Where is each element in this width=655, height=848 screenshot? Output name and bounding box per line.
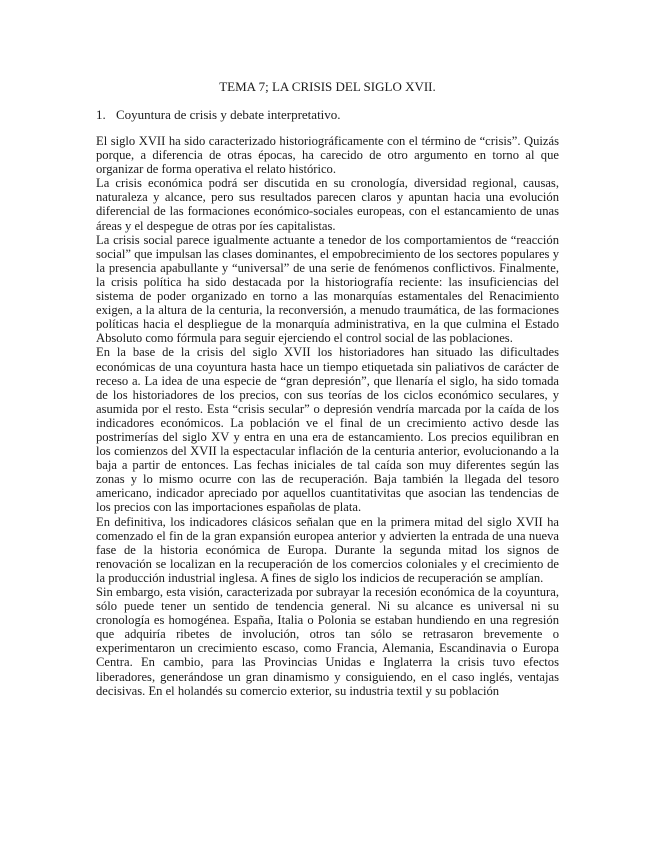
- paragraph: La crisis social parece igualmente actuante a tenedor de los comportamientos de “reacción social” que impulsan las clases dominantes, el empobrecimiento de los sectores populares y la presencia apabullante y “universal” de una serie de fenómenos conflictivos. Finalmente, la crisis política ha sido destacada por la historiografía reciente: las insuficiencias del sistema de poder organizado en torno a las monarquías estamentales del Renacimiento exigen, a la altura de la centuria, la reconversión, a menudo traumática, de las formaciones políticas hacia el despliegue de la monarquía administrativa, en la que culmina el Estado Absoluto como fórmula para seguir ejerciendo el control social de las poblaciones.: [96, 232, 559, 346]
- paragraph: En la base de la crisis del siglo XVII los historiadores han situado las dificultades económicas de una coyuntura hasta hace un tiempo etiquetada sin paliativos de carácter de receso a. La idea de una especie de “gran depresión”, que llenaría el siglo, ha sido tomada de los historiadores de los precios, con sus teorías de los ciclos económico seculares, y asumida por el resto. Esta “crisis secular” o depresión vendría marcada por la caída de los indicadores económicos. La población ve el final de un crecimiento activo desde las postrimerías del siglo XV y entra en una era de estancamiento. Los precios equilibran en los comienzos del XVII la espectacular inflación de la centuria anterior, evolucionando a la baja a partir de entonces. Las fechas iniciales de tal caída son muy diferentes según las zonas y lo mismo ocurre con las de recuperación. Baja también la llegada del tesoro americano, indicador apreciado por aquellos cuantitativitas que asocian las tendencias de los precios con las importaciones españolas de plata.: [96, 345, 559, 515]
- paragraph: En definitiva, los indicadores clásicos señalan que en la primera mitad del siglo XVII ha comenzado el fin de la gran expansión europea anterior y advierten la entrada de una nueva fase de la historia económica de Europa. Durante la segunda mitad los signos de renovación se localizan en la recuperación de los comercios coloniales y el crecimiento de la producción industrial inglesa. A fines de siglo los indicios de recuperación se amplían.: [96, 514, 559, 585]
- document-title: TEMA 7; LA CRISIS DEL SIGLO XVII.: [219, 79, 436, 94]
- section-title: Coyuntura de crisis y debate interpretativo.: [116, 107, 341, 122]
- section-heading: [96, 107, 341, 123]
- paragraph: Sin embargo, esta visión, caracterizada por subrayar la recesión económica de la coyuntura, sólo puede tener un sentido de tendencia general. Ni su alcance es universal ni su cronología es homogénea. España, Italia o Polonia se estaban hundiendo en una regresión que adquiría ribetes de involución, otros tan sólo se retrasaron brevemente o experimentaron un crecimiento escaso, como Francia, Alemania, Escandinavia o Europa Centra. En cambio, para las Provincias Unidas e Inglaterra la crisis tuvo efectos liberadores, generándose un gran dinamismo y consiguiendo, en el caso inglés, ventajas decisivas. En el holandés su comercio exterior, su industria textil y su población: [96, 585, 559, 698]
- paragraph: La crisis económica podrá ser discutida en su cronología, diversidad regional, causas, naturaleza y alcance, pero sus resultados parecen claros y apuntan hacia una evolución diferencial de las formaciones económico-sociales europeas, con el estancamiento de unas áreas y el despegue de otras por íes capitalistas.: [96, 176, 559, 233]
- paragraph: El siglo XVII ha sido caracterizado historiográficamente con el término de “crisis”. Quizás porque, a diferencia de otras épocas, ha carecido de otro argumento en torno al que organizar de forma operativa el relato histórico.: [96, 134, 559, 177]
- document-body: [96, 134, 559, 698]
- section-number: 1.: [96, 107, 106, 122]
